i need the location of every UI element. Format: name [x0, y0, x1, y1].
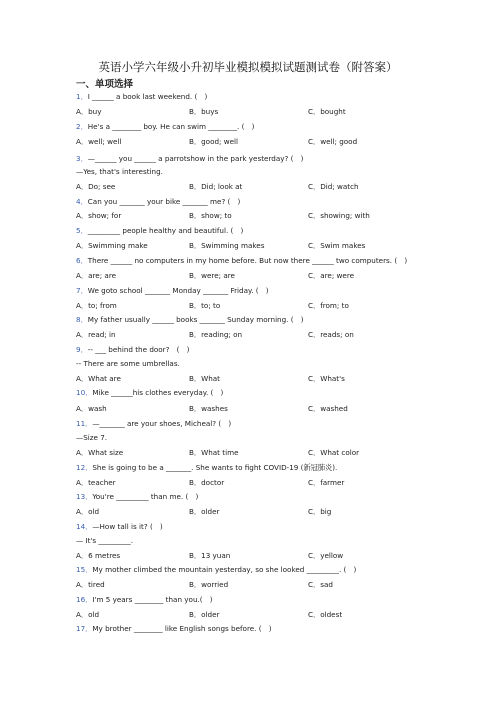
option-b[interactable]: B．doctor [189, 478, 225, 487]
question-stem [76, 344, 189, 355]
option-a[interactable]: A．show; for [76, 211, 122, 220]
option-b[interactable]: B．What time [189, 448, 239, 457]
option-a[interactable]: A．wash [76, 404, 107, 413]
answer-options [76, 240, 416, 251]
question-text: My mother climbed the mountain yesterday, so she looked _________. ( ) [92, 565, 357, 574]
question-number: 14． [76, 522, 93, 531]
question-number: 15． [76, 565, 93, 574]
option-c[interactable]: C．big [308, 507, 332, 516]
option-c[interactable]: C．What color [308, 448, 360, 457]
question-stem [76, 285, 269, 296]
question-text: —Size 7. [76, 433, 108, 442]
question-number: 12． [76, 463, 93, 472]
option-b[interactable]: B．reading; on [189, 330, 243, 339]
option-b[interactable]: B．were; are [189, 271, 235, 280]
question-number: 6． [76, 256, 88, 265]
option-a[interactable]: A．old [76, 610, 100, 619]
question-stem [76, 314, 304, 325]
answer-options [76, 181, 416, 192]
question-text: — It's _________. [76, 536, 134, 545]
option-b[interactable]: B．Did; look at [189, 182, 243, 191]
answer-options [76, 403, 416, 414]
option-b[interactable]: B．buys [189, 107, 219, 116]
answer-options [76, 210, 416, 221]
answer-options [76, 270, 416, 281]
question-number: 1． [76, 92, 88, 101]
question-text: He's a ________ boy. He can swim ________. ( ) [87, 122, 255, 131]
dialogue-line [76, 535, 133, 546]
question-text: —Yes, that's interesting. [76, 167, 163, 176]
option-a[interactable]: A．6 metres [76, 551, 121, 560]
question-number: 17． [76, 624, 93, 633]
answer-options [76, 300, 416, 311]
answer-options [76, 447, 416, 458]
option-a[interactable]: A．old [76, 507, 100, 516]
option-b[interactable]: B．to; to [189, 301, 221, 310]
question-text: We goto school _______ Monday _______ Friday. ( ) [87, 286, 269, 295]
option-b[interactable]: B．good; well [189, 137, 239, 146]
question-stem [76, 623, 272, 634]
option-b[interactable]: B．Swimming makes [189, 241, 265, 250]
question-stem [76, 462, 337, 473]
question-number: 9． [76, 345, 88, 354]
question-stem [76, 153, 303, 164]
option-a[interactable]: A．are; are [76, 271, 117, 280]
question-number: 4． [76, 197, 88, 206]
option-c[interactable]: C．oldest [308, 610, 343, 619]
answer-options [76, 579, 416, 590]
question-stem [76, 491, 198, 502]
question-stem [76, 594, 213, 605]
question-text: _________ people healthy and beautiful. ( ) [87, 226, 244, 235]
question-stem [76, 121, 254, 132]
option-a[interactable]: A．buy [76, 107, 102, 116]
option-a[interactable]: A．teacher [76, 478, 116, 487]
option-b[interactable]: B．show; to [189, 211, 232, 220]
option-c[interactable]: C．sad [308, 580, 333, 589]
option-c[interactable]: C．well; good [308, 137, 358, 146]
question-text: My brother ________ like English songs before. ( ) [92, 624, 272, 633]
answer-options [76, 506, 416, 517]
answer-options [76, 477, 416, 488]
answer-options [76, 106, 416, 117]
question-text: She is going to be a _______. She wants to fight COVID-19 (新冠肺炎). [92, 463, 338, 472]
question-stem [76, 255, 407, 266]
option-c[interactable]: C．bought [308, 107, 346, 116]
option-b[interactable]: B．13 yuan [189, 551, 231, 560]
option-a[interactable]: A．What size [76, 448, 124, 457]
option-c[interactable]: C．Did; watch [308, 182, 359, 191]
question-stem [76, 91, 207, 102]
page-title: 英语小学六年级小升初毕业模拟模拟试题测试卷（附答案） [98, 60, 398, 74]
question-number: 8． [76, 315, 88, 324]
answer-options [76, 136, 416, 147]
question-text: —_______ are your shoes, Micheal? ( ) [92, 419, 232, 428]
question-text: -- There are some umbrellas. [76, 359, 180, 368]
question-text: —How tall is it? ( ) [92, 522, 163, 531]
option-b[interactable]: B．What [189, 374, 221, 383]
option-b[interactable]: B．washes [189, 404, 228, 413]
question-text: I ______ a book last weekend. ( ) [87, 92, 208, 101]
question-stem [76, 196, 240, 207]
option-c[interactable]: C．washed [308, 404, 348, 413]
question-number: 3． [76, 154, 88, 163]
option-c[interactable]: C．from; to [308, 301, 349, 310]
option-c[interactable]: C．What's [308, 374, 345, 383]
question-number: 5． [76, 226, 88, 235]
question-number: 13． [76, 492, 93, 501]
option-a[interactable]: A．Swimming make [76, 241, 148, 250]
option-c[interactable]: C．Swim makes [308, 241, 366, 250]
question-text: -- ___ behind the door? ( ) [87, 345, 190, 354]
question-text: I'm 5 years ________ than you.( ) [92, 595, 213, 604]
answer-options [76, 373, 416, 384]
option-c[interactable]: C．farmer [308, 478, 345, 487]
question-stem [76, 564, 356, 575]
question-number: 10． [76, 388, 93, 397]
question-number: 11． [76, 419, 93, 428]
option-a[interactable]: A．well; well [76, 137, 122, 146]
option-a[interactable]: A．tired [76, 580, 105, 589]
option-a[interactable]: A．read; in [76, 330, 116, 339]
answer-options [76, 550, 416, 561]
question-text: You're _________ than me. ( ) [92, 492, 199, 501]
section-heading: 一、单项选择 [76, 79, 134, 90]
dialogue-line [76, 358, 180, 369]
option-c[interactable]: C．reads; on [308, 330, 354, 339]
option-a[interactable]: A．Do; see [76, 182, 116, 191]
option-b[interactable]: B．older [189, 507, 220, 516]
option-a[interactable]: A．What are [76, 374, 121, 383]
option-c[interactable]: C．are; were [308, 271, 355, 280]
question-number: 7． [76, 286, 88, 295]
option-c[interactable]: C．yellow [308, 551, 344, 560]
option-a[interactable]: A．to; from [76, 301, 117, 310]
question-stem [76, 418, 231, 429]
option-c[interactable]: C．showing; with [308, 211, 370, 220]
question-text: —______ you ______ a parrotshow in the park yesterday? ( ) [87, 154, 304, 163]
question-number: 16． [76, 595, 93, 604]
dialogue-line [76, 432, 107, 443]
question-text: Can you _______ your bike _______ me? ( ) [87, 197, 241, 206]
question-number: 2． [76, 122, 88, 131]
dialogue-line [76, 166, 163, 177]
answer-options [76, 329, 416, 340]
question-stem [76, 521, 163, 532]
question-stem [76, 387, 223, 398]
option-b[interactable]: B．worried [189, 580, 229, 589]
question-text: There ______ no computers in my home before. But now there ______ two computers. ( ) [87, 256, 408, 265]
answer-options [76, 609, 416, 620]
question-stem [76, 225, 243, 236]
question-text: Mike ______his clothes everyday. ( ) [92, 388, 224, 397]
option-b[interactable]: B．older [189, 610, 220, 619]
question-text: My father usually ______ books _______ Sunday morning. ( ) [87, 315, 304, 324]
